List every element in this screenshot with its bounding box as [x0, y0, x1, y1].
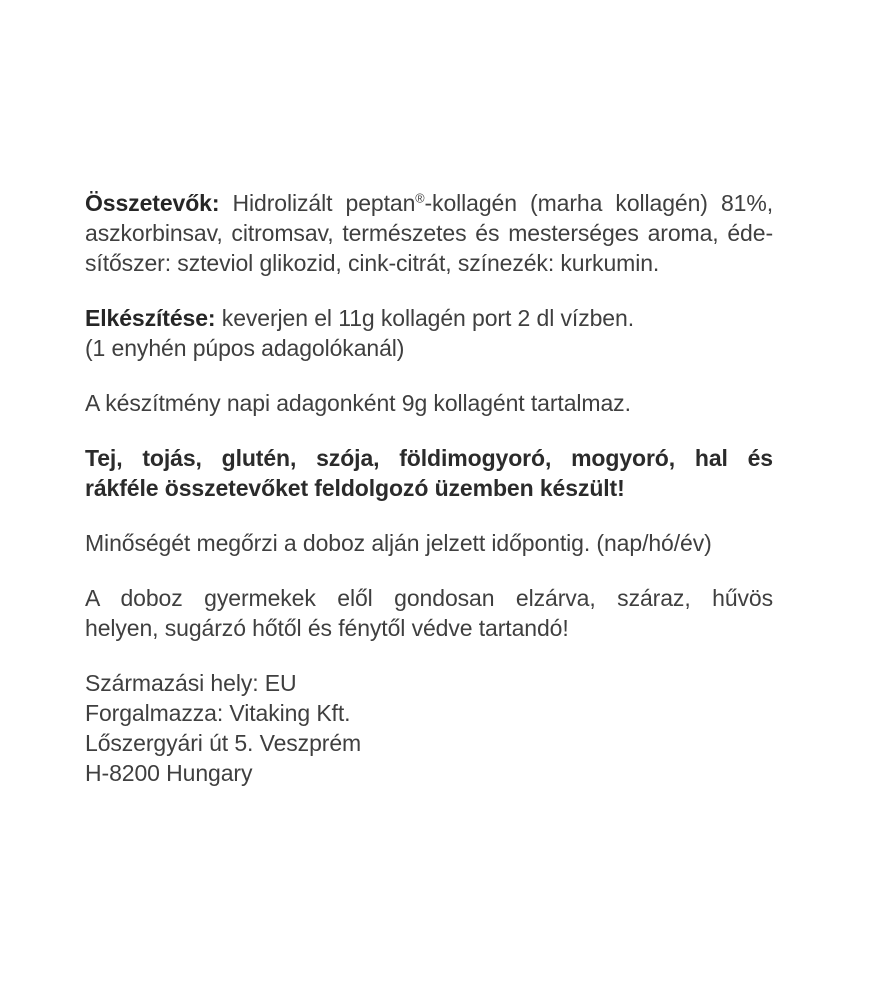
allergen-warning-paragraph [85, 443, 773, 503]
daily-dose-paragraph [85, 388, 773, 418]
distributor-line-2: Forgalmazza: Vitaking Kft. [85, 700, 351, 726]
preparation-paragraph [85, 303, 773, 363]
storage-line-2: helyen, sugárzó hőtől és fénytől védve tartandó! [85, 615, 569, 641]
distributor-line-4: H-8200 Hungary [85, 760, 253, 786]
best-before-paragraph [85, 528, 773, 558]
registered-trademark-symbol: ® [415, 191, 425, 206]
best-before-line-1: Minőségét megőrzi a doboz alján jelzett időpontig. (nap/hó/év) [85, 530, 712, 556]
preparation-line-1: Elkészítése: keverjen el 11g kollagén port 2 dl vízben. [85, 305, 634, 331]
ingredients-line-3: sítőszer: szteviol glikozid, cink-citrát, színezék: kurkumin. [85, 250, 660, 276]
storage-line-1: A doboz gyermekek elől gondosan elzárva, száraz, hűvös [85, 585, 773, 611]
allergen-warning-line-2: rákféle összetevőket feldolgozó üzemben készült! [85, 475, 625, 501]
distributor-paragraph [85, 668, 773, 788]
daily-dose-line-1: A készítmény napi adagonként 9g kollagént tartalmaz. [85, 390, 631, 416]
allergen-warning-line-1: Tej, tojás, glutén, szója, földimogyoró, mogyoró, hal és [85, 445, 773, 471]
storage-paragraph [85, 583, 773, 643]
distributor-line-3: Lőszergyári út 5. Veszprém [85, 730, 362, 756]
ingredients-line-1: Összetevők: Hidrolizált peptan®-kollagén (marha kollagén) 81%, [85, 190, 773, 216]
ingredients-paragraph [85, 188, 773, 278]
preparation-label: Elkészítése: [85, 305, 216, 331]
ingredients-label: Összetevők: [85, 190, 220, 216]
label-text-block [85, 188, 773, 788]
distributor-line-1: Származási hely: EU [85, 670, 297, 696]
preparation-line-2: (1 enyhén púpos adagolókanál) [85, 335, 405, 361]
ingredients-line-2: aszkorbinsav, citromsav, természetes és mesterséges aroma, éde- [85, 220, 773, 246]
